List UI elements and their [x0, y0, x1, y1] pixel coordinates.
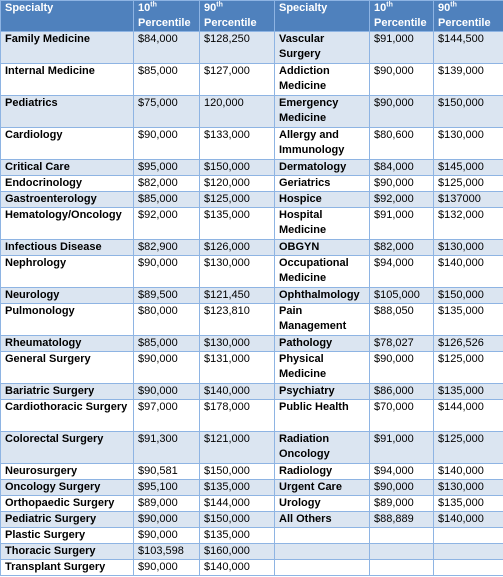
- table-row: [1, 208, 503, 240]
- p90-left-cell: $135,000: [200, 208, 275, 240]
- specialty-right-cell: Radiology: [275, 464, 370, 480]
- table-row: [1, 544, 503, 560]
- specialty-left-cell: Orthopaedic Surgery: [1, 496, 134, 512]
- p90-left-cell: $133,000: [200, 128, 275, 160]
- specialty-left-cell: Transplant Surgery: [1, 560, 134, 576]
- header-90th-percentile-right: 90th Percentile: [434, 1, 503, 32]
- header-90th-percentile-left: 90th Percentile: [200, 1, 275, 32]
- p90-right-cell: $130,000: [434, 480, 503, 496]
- p90-left-cell: $130,000: [200, 256, 275, 288]
- p90-left-cell: $135,000: [200, 480, 275, 496]
- specialty-right-cell: Vascular Surgery: [275, 32, 370, 64]
- table-row: [1, 32, 503, 64]
- table-row: [1, 256, 503, 288]
- p90-right-cell: $126,526: [434, 336, 503, 352]
- table-row: [1, 64, 503, 96]
- p90-left-cell: $160,000: [200, 544, 275, 560]
- p10-left-cell: $80,000: [134, 304, 200, 336]
- specialty-left-cell: Oncology Surgery: [1, 480, 134, 496]
- p90-right-cell: [434, 560, 503, 576]
- p10-right-cell: $105,000: [370, 288, 434, 304]
- p10-right-cell: $86,000: [370, 384, 434, 400]
- specialty-right-cell: Geriatrics: [275, 176, 370, 192]
- table-row: [1, 400, 503, 432]
- p10-right-cell: $89,000: [370, 496, 434, 512]
- p10-left-cell: $90,000: [134, 128, 200, 160]
- p90-left-cell: $121,000: [200, 432, 275, 464]
- p10-left-cell: $82,000: [134, 176, 200, 192]
- p10-right-cell: [370, 528, 434, 544]
- table-row: [1, 352, 503, 384]
- table-row: [1, 176, 503, 192]
- table-body: [1, 32, 503, 576]
- p10-right-cell: $90,000: [370, 176, 434, 192]
- specialty-left-cell: General Surgery: [1, 352, 134, 384]
- table-header: [1, 1, 503, 32]
- specialty-left-cell: Nephrology: [1, 256, 134, 288]
- specialty-left-cell: Pulmonology: [1, 304, 134, 336]
- p90-left-cell: $140,000: [200, 384, 275, 400]
- p90-right-cell: $140,000: [434, 256, 503, 288]
- p10-right-cell: $90,000: [370, 352, 434, 384]
- p10-right-cell: $91,000: [370, 32, 434, 64]
- header-specialty-right: Specialty: [275, 1, 370, 32]
- p10-left-cell: $84,000: [134, 32, 200, 64]
- specialty-left-cell: Bariatric Surgery: [1, 384, 134, 400]
- p10-left-cell: $90,000: [134, 352, 200, 384]
- p90-right-cell: $135,000: [434, 384, 503, 400]
- specialty-right-cell: Allergy and Immunology: [275, 128, 370, 160]
- specialty-right-cell: Psychiatry: [275, 384, 370, 400]
- p10-right-cell: [370, 560, 434, 576]
- specialty-left-cell: Critical Care: [1, 160, 134, 176]
- specialty-right-cell: [275, 544, 370, 560]
- p10-left-cell: $89,000: [134, 496, 200, 512]
- p90-left-cell: $123,810: [200, 304, 275, 336]
- p10-right-cell: [370, 544, 434, 560]
- specialty-right-cell: Hospital Medicine: [275, 208, 370, 240]
- specialty-right-cell: OBGYN: [275, 240, 370, 256]
- p90-left-cell: 120,000: [200, 96, 275, 128]
- specialty-left-cell: Infectious Disease: [1, 240, 134, 256]
- specialty-right-cell: Physical Medicine: [275, 352, 370, 384]
- table-row: [1, 128, 503, 160]
- specialty-right-cell: All Others: [275, 512, 370, 528]
- table-row: [1, 160, 503, 176]
- p10-right-cell: $88,889: [370, 512, 434, 528]
- specialty-left-cell: Cardiothoracic Surgery: [1, 400, 134, 432]
- p10-left-cell: $85,000: [134, 192, 200, 208]
- p90-right-cell: $137000: [434, 192, 503, 208]
- p90-left-cell: $127,000: [200, 64, 275, 96]
- specialty-left-cell: Endocrinology: [1, 176, 134, 192]
- specialty-left-cell: Cardiology: [1, 128, 134, 160]
- specialty-left-cell: Pediatrics: [1, 96, 134, 128]
- p10-right-cell: $78,027: [370, 336, 434, 352]
- specialty-right-cell: [275, 528, 370, 544]
- p90-right-cell: $140,000: [434, 464, 503, 480]
- p10-left-cell: $82,900: [134, 240, 200, 256]
- p10-left-cell: $89,500: [134, 288, 200, 304]
- header-10th-percentile-right: 10th Percentile: [370, 1, 434, 32]
- p10-left-cell: $103,598: [134, 544, 200, 560]
- p90-left-cell: $130,000: [200, 336, 275, 352]
- p90-left-cell: $125,000: [200, 192, 275, 208]
- p90-left-cell: $144,000: [200, 496, 275, 512]
- specialty-right-cell: Emergency Medicine: [275, 96, 370, 128]
- table-row: [1, 288, 503, 304]
- p10-left-cell: $85,000: [134, 64, 200, 96]
- p10-right-cell: $94,000: [370, 256, 434, 288]
- table-row: [1, 480, 503, 496]
- specialty-right-cell: Urology: [275, 496, 370, 512]
- p10-right-cell: $92,000: [370, 192, 434, 208]
- p10-right-cell: $90,000: [370, 64, 434, 96]
- p90-right-cell: $125,000: [434, 432, 503, 464]
- p10-right-cell: $90,000: [370, 480, 434, 496]
- p10-left-cell: $90,581: [134, 464, 200, 480]
- p10-right-cell: $80,600: [370, 128, 434, 160]
- p90-left-cell: $150,000: [200, 464, 275, 480]
- p10-left-cell: $90,000: [134, 560, 200, 576]
- p90-right-cell: [434, 544, 503, 560]
- specialty-right-cell: Radiation Oncology: [275, 432, 370, 464]
- specialty-left-cell: Colorectal Surgery: [1, 432, 134, 464]
- p90-left-cell: $120,000: [200, 176, 275, 192]
- p10-right-cell: $94,000: [370, 464, 434, 480]
- p90-right-cell: $130,000: [434, 128, 503, 160]
- specialty-left-cell: Gastroenterology: [1, 192, 134, 208]
- specialty-left-cell: Neurosurgery: [1, 464, 134, 480]
- p10-left-cell: $85,000: [134, 336, 200, 352]
- p90-right-cell: $144,500: [434, 32, 503, 64]
- table-row: [1, 432, 503, 464]
- p90-left-cell: $135,000: [200, 528, 275, 544]
- p90-left-cell: $126,000: [200, 240, 275, 256]
- p10-left-cell: $90,000: [134, 384, 200, 400]
- specialty-right-cell: [275, 560, 370, 576]
- p10-right-cell: $91,000: [370, 432, 434, 464]
- p90-right-cell: $135,000: [434, 496, 503, 512]
- p90-right-cell: $140,000: [434, 512, 503, 528]
- header-10th-percentile-left: 10th Percentile: [134, 1, 200, 32]
- p90-left-cell: $121,450: [200, 288, 275, 304]
- p10-right-cell: $88,050: [370, 304, 434, 336]
- specialty-left-cell: Pediatric Surgery: [1, 512, 134, 528]
- specialty-right-cell: Public Health: [275, 400, 370, 432]
- specialty-right-cell: Ophthalmology: [275, 288, 370, 304]
- p10-right-cell: $91,000: [370, 208, 434, 240]
- p90-left-cell: $178,000: [200, 400, 275, 432]
- table-row: [1, 192, 503, 208]
- specialty-right-cell: Hospice: [275, 192, 370, 208]
- p90-right-cell: $150,000: [434, 288, 503, 304]
- p10-left-cell: $90,000: [134, 528, 200, 544]
- table-row: [1, 464, 503, 480]
- table-row: [1, 304, 503, 336]
- specialty-left-cell: Rheumatology: [1, 336, 134, 352]
- p10-left-cell: $90,000: [134, 256, 200, 288]
- p90-right-cell: $135,000: [434, 304, 503, 336]
- table-row: [1, 96, 503, 128]
- p90-right-cell: $130,000: [434, 240, 503, 256]
- p90-right-cell: [434, 528, 503, 544]
- p90-right-cell: $139,000: [434, 64, 503, 96]
- p10-right-cell: $70,000: [370, 400, 434, 432]
- p10-left-cell: $95,000: [134, 160, 200, 176]
- table-row: [1, 560, 503, 576]
- specialty-right-cell: Occupational Medicine: [275, 256, 370, 288]
- p90-right-cell: $132,000: [434, 208, 503, 240]
- p10-left-cell: $91,300: [134, 432, 200, 464]
- p10-left-cell: $90,000: [134, 512, 200, 528]
- specialty-right-cell: Urgent Care: [275, 480, 370, 496]
- specialty-left-cell: Internal Medicine: [1, 64, 134, 96]
- p90-right-cell: $145,000: [434, 160, 503, 176]
- p90-left-cell: $128,250: [200, 32, 275, 64]
- table-row: [1, 496, 503, 512]
- table-row: [1, 512, 503, 528]
- specialty-right-cell: Dermatology: [275, 160, 370, 176]
- p10-left-cell: $75,000: [134, 96, 200, 128]
- p90-left-cell: $150,000: [200, 160, 275, 176]
- header-specialty-left: Specialty: [1, 1, 134, 32]
- specialty-left-cell: Hematology/Oncology: [1, 208, 134, 240]
- table-row: [1, 240, 503, 256]
- specialty-left-cell: Plastic Surgery: [1, 528, 134, 544]
- specialty-right-cell: Addiction Medicine: [275, 64, 370, 96]
- specialty-left-cell: Neurology: [1, 288, 134, 304]
- p10-left-cell: $92,000: [134, 208, 200, 240]
- p90-left-cell: $150,000: [200, 512, 275, 528]
- p90-right-cell: $125,000: [434, 352, 503, 384]
- specialty-right-cell: Pain Management: [275, 304, 370, 336]
- specialty-left-cell: Family Medicine: [1, 32, 134, 64]
- p90-right-cell: $125,000: [434, 176, 503, 192]
- p90-right-cell: $150,000: [434, 96, 503, 128]
- p10-left-cell: $97,000: [134, 400, 200, 432]
- table-row: [1, 336, 503, 352]
- p90-left-cell: $140,000: [200, 560, 275, 576]
- p10-left-cell: $95,100: [134, 480, 200, 496]
- header-row: [1, 1, 503, 32]
- p10-right-cell: $84,000: [370, 160, 434, 176]
- p10-right-cell: $90,000: [370, 96, 434, 128]
- table-row: [1, 528, 503, 544]
- p10-right-cell: $82,000: [370, 240, 434, 256]
- specialty-left-cell: Thoracic Surgery: [1, 544, 134, 560]
- p90-right-cell: $144,000: [434, 400, 503, 432]
- specialty-right-cell: Pathology: [275, 336, 370, 352]
- table-row: [1, 384, 503, 400]
- p90-left-cell: $131,000: [200, 352, 275, 384]
